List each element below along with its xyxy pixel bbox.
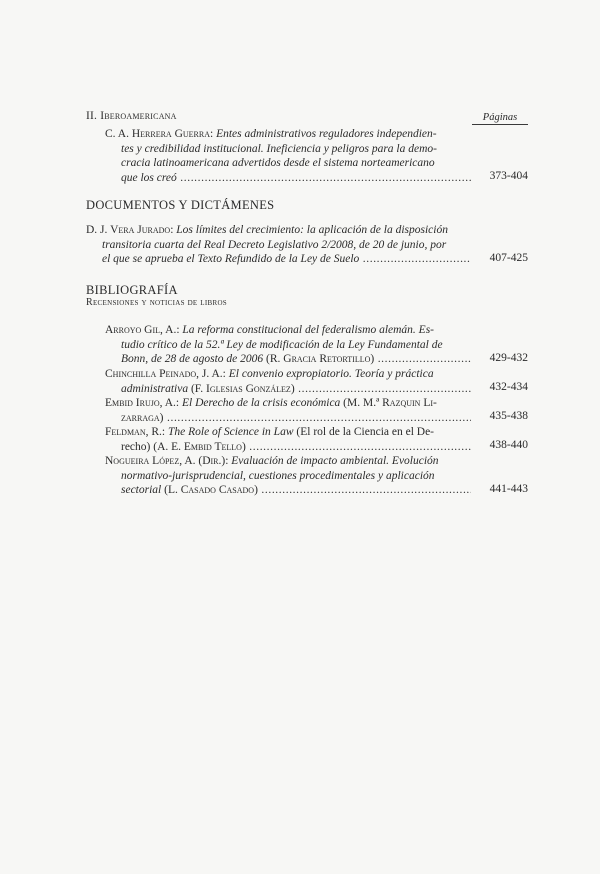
reviewer-suffix: ) bbox=[254, 484, 258, 496]
dot-leader bbox=[246, 441, 471, 453]
toc-entry[interactable] bbox=[105, 396, 471, 425]
toc-entry[interactable] bbox=[105, 367, 471, 396]
entry-title-line: transitoria cuarta del Real Decreto Legislativo 2/2008, de 20 de junio, por bbox=[102, 238, 447, 251]
reviewer-prefix: (R. bbox=[266, 353, 284, 365]
reviewer-name: zarraga bbox=[121, 411, 160, 424]
entry-title-line: administrativa bbox=[121, 382, 189, 395]
toc-entry[interactable] bbox=[105, 323, 471, 367]
section-subheading: Recensiones y noticias de libros bbox=[86, 297, 227, 308]
dot-leader bbox=[258, 484, 471, 496]
entry-author: Embid Irujo, A.: bbox=[105, 397, 180, 409]
dot-leader bbox=[177, 172, 471, 184]
reviewer-suffix: ) bbox=[370, 353, 375, 365]
section-heading: DOCUMENTOS Y DICTÁMENES bbox=[86, 198, 275, 212]
reviewer-suffix: ) bbox=[159, 411, 164, 424]
entry-title-line: Los límites del crecimiento: la aplicación de la disposición bbox=[176, 224, 448, 236]
entry-title-translation: recho) (A. E. bbox=[121, 440, 184, 453]
dot-leader bbox=[359, 253, 471, 265]
page-range: 407-425 bbox=[489, 252, 528, 264]
entry-title-line: que los creó bbox=[121, 171, 177, 184]
section-title: Iberoamericana bbox=[100, 110, 177, 122]
toc-entry[interactable] bbox=[105, 425, 471, 454]
entry-author: D. J. Vera Jurado bbox=[86, 224, 171, 236]
entry-title-line: The Role of Science in Law bbox=[167, 426, 294, 438]
section-heading bbox=[86, 110, 177, 122]
entry-author: C. A. Herrera Guerra bbox=[105, 128, 210, 140]
reviewer-name: Iglesias González bbox=[206, 382, 291, 395]
entry-author: Chinchilla Peinado, J. A.: bbox=[105, 368, 226, 380]
page-range: 438-440 bbox=[489, 439, 528, 451]
reviewer-prefix: (M. M.ª bbox=[343, 397, 383, 409]
toc-entry[interactable] bbox=[105, 454, 471, 498]
reviewer-name: Embid Tello bbox=[183, 440, 242, 453]
entry-title-line: tudio crítico de la 52.ª Ley de modificación de la Ley Fundamental de bbox=[121, 338, 443, 351]
dot-leader bbox=[164, 412, 471, 424]
entry-author: Feldman, R.: bbox=[105, 426, 166, 438]
entry-title-line: cracia latinoamericana advertidos desde el sistema norteamericano bbox=[121, 157, 435, 169]
reviewer-name: Gracia Retortillo bbox=[283, 353, 371, 365]
page-range: 432-434 bbox=[489, 381, 528, 393]
page-range: 441-443 bbox=[489, 483, 528, 495]
entry-author: Arroyo Gil, A.: bbox=[105, 324, 180, 336]
entry-title-line: normativo-jurisprudencial, cuestiones procedimentales y aplicación bbox=[121, 469, 435, 482]
entry-title-line: La reforma constitucional del federalismo alemán. Es- bbox=[182, 324, 434, 336]
entry-title-line: Entes administrativos reguladores independien- bbox=[216, 128, 437, 140]
reviewer-suffix: ) bbox=[290, 382, 295, 395]
section-heading: BIBLIOGRAFÍA bbox=[86, 283, 178, 297]
page-range: 373-404 bbox=[489, 170, 528, 182]
reviewer-name: Casado Casado bbox=[180, 484, 255, 496]
entry-title-line: sectorial bbox=[121, 484, 162, 496]
reviewer-prefix: (F. bbox=[190, 382, 207, 395]
reviewer-name: Razquin Li- bbox=[382, 397, 437, 409]
toc-entry[interactable]: D. J. Vera Jurado: Los límites del crecimiento: la aplicación de la disposición transitoria cuarta del Real Decreto Legislativo 2/2008, de 20 de junio, por el que se aprueba el Texto Refundido de la Ley de Suelo ..... bbox=[86, 223, 471, 267]
page-range: 435-438 bbox=[489, 410, 528, 422]
reviewer-suffix: ) bbox=[241, 440, 246, 453]
dot-leader bbox=[295, 383, 471, 395]
entry-title-line: tes y credibilidad institucional. Ineficiencia y peligros para la demo- bbox=[121, 142, 437, 155]
entry-title-line: el que se aprueba el Texto Refundido de la Ley de Suelo bbox=[102, 253, 360, 265]
entry-author: Nogueira López, A. (Dir.): bbox=[105, 455, 229, 467]
section-number: II. bbox=[86, 110, 98, 122]
toc-entry[interactable]: C. A. Herrera Guerra: Entes administrativos reguladores independien- tes y credibilidad institucional. Ineficiencia y peligros para la demo- cracia latinoamericana advertidos desde el sistema norteamericano que los creó ..... bbox=[105, 127, 471, 185]
reviewer-prefix: (L. bbox=[164, 484, 181, 496]
entry-title-translation: (El rol de la Ciencia en el De- bbox=[296, 426, 435, 438]
page-range: 429-432 bbox=[489, 352, 528, 364]
entry-title-line: Bonn, de 28 de agosto de 2006 bbox=[121, 353, 264, 365]
entry-title-line: El convenio expropiatorio. Teoría y práctica bbox=[228, 368, 434, 380]
dot-leader bbox=[374, 353, 471, 365]
entry-title-line: Evaluación de impacto ambiental. Evolución bbox=[231, 455, 439, 467]
pages-column-header: Páginas bbox=[472, 112, 528, 125]
entry-title-line: El Derecho de la crisis económica bbox=[182, 397, 341, 409]
